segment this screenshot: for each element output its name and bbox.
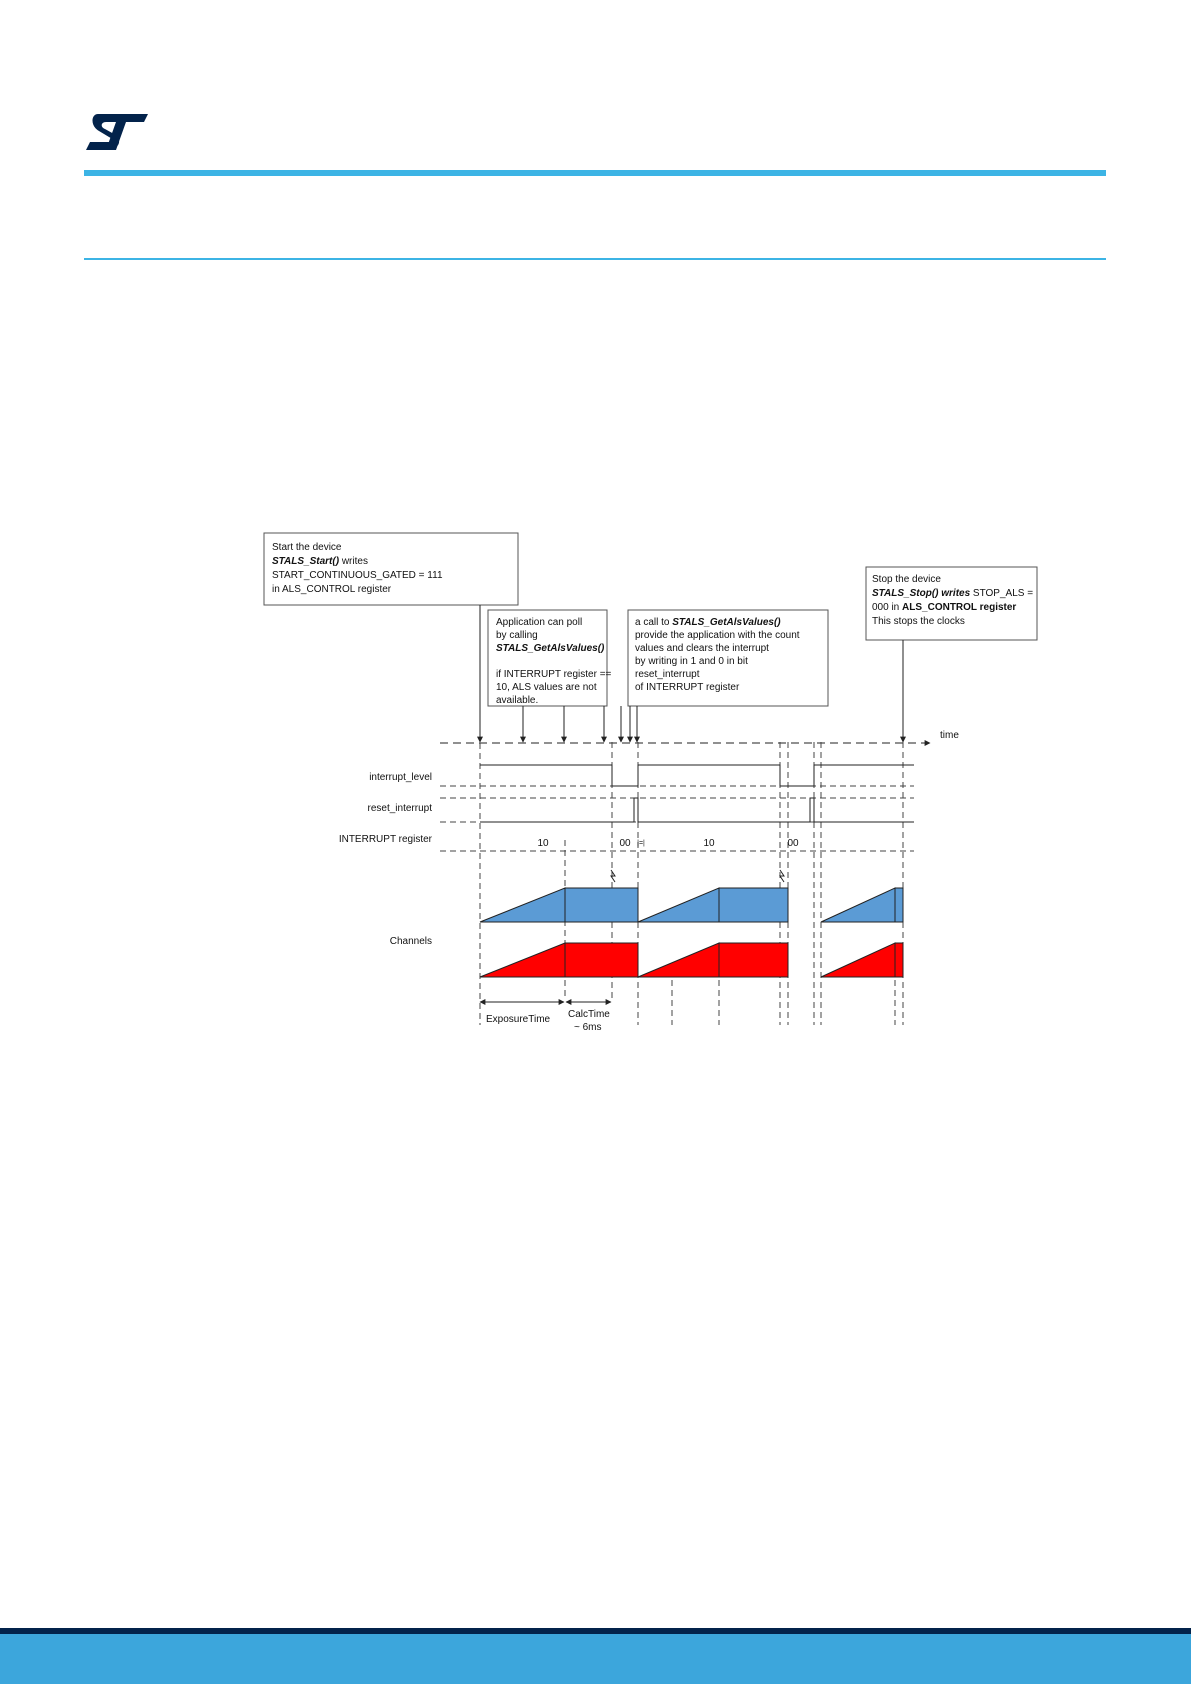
callout-call-line3: values and clears the interrupt: [635, 643, 769, 654]
interrupt-register-label: INTERRUPT register: [338, 834, 432, 845]
interrupt-level-wave: [480, 765, 914, 786]
callout-poll-line5: 10, ALS values are not: [496, 682, 597, 693]
red-ramp: [821, 943, 895, 977]
callout-call-line1-pre: a call to: [635, 617, 673, 628]
calc-time-value: ~ 6ms: [574, 1022, 602, 1033]
svg-text:STALS_Stop() writes STOP_ALS =: [872, 588, 1033, 599]
callout-stop-line2-rest: STOP_ALS =: [970, 588, 1034, 599]
reset-interrupt-wave: [480, 798, 914, 822]
callout-poll-function: STALS_GetAlsValues(): [496, 643, 605, 654]
callout-stop-line1: Stop the device: [872, 574, 941, 585]
svg-text:STALS_Start() writes: [272, 556, 368, 567]
callout-poll-line2: by calling: [496, 630, 538, 641]
callout-call-line6: of INTERRUPT register: [635, 682, 740, 693]
footer-band: [0, 1634, 1191, 1684]
callout-stop: [866, 567, 1037, 640]
calc-time-label: CalcTime: [568, 1009, 610, 1020]
blue-hold: [895, 888, 903, 922]
register-value: 10: [537, 838, 549, 849]
callout-start-line3: START_CONTINUOUS_GATED = 111: [272, 570, 443, 581]
channel-red-row: [480, 943, 903, 977]
st-logo-icon: [84, 110, 150, 154]
header-subrule: [84, 258, 1106, 260]
callout-poll-line4: if INTERRUPT register ==: [496, 669, 612, 680]
start-function-name: STALS_Start(): [272, 556, 340, 567]
callout-call-function: STALS_GetAlsValues(): [672, 617, 781, 628]
blue-ramp: [821, 888, 895, 922]
callout-call-line5: reset_interrupt: [635, 669, 700, 680]
callout-stop-line4: This stops the clocks: [872, 616, 965, 627]
callout-stop-line3-pre: 000 in: [872, 602, 903, 613]
callout-stop-register: ALS_CONTROL register: [902, 602, 1017, 613]
timing-diagram: [258, 530, 1038, 1040]
blue-ramp: [480, 888, 565, 922]
stop-function-name: STALS_Stop() writes: [872, 588, 971, 599]
callout-start-line1: Start the device: [272, 542, 342, 553]
callout-poll-line1: Application can poll: [496, 617, 583, 628]
callout-call-line4: by writing in 1 and 0 in bit: [635, 656, 748, 667]
callout-start-line2-rest: writes: [339, 556, 368, 567]
interrupt-flash-icon: [780, 870, 784, 882]
exposure-time-label: ExposureTime: [486, 1014, 551, 1025]
blue-hold: [719, 888, 788, 922]
red-ramp: [638, 943, 719, 977]
register-value: 00: [619, 838, 631, 849]
blue-hold: [565, 888, 638, 922]
channels-label: Channels: [389, 936, 432, 947]
blue-ramp: [638, 888, 719, 922]
guide-lines: [440, 786, 914, 851]
red-hold: [565, 943, 638, 977]
callout-start: [264, 533, 518, 605]
time-label: time: [940, 730, 959, 741]
register-value: 00: [787, 838, 799, 849]
red-hold: [719, 943, 788, 977]
callout-poll: [488, 610, 612, 706]
callout-start-line4: in ALS_CONTROL register: [272, 584, 392, 595]
svg-text:000 in ALS_CONTROL register: [872, 602, 1016, 613]
interrupt-flash-icon: [611, 870, 615, 882]
callout-poll-line6: available.: [496, 695, 539, 706]
register-transition-mark: |=|: [637, 840, 645, 847]
reset-interrupt-label: reset_interrupt: [367, 803, 432, 814]
red-hold: [895, 943, 903, 977]
svg-text:a call to STALS_GetAlsValues(): [635, 617, 781, 628]
interrupt-level-label: interrupt_level: [369, 772, 432, 783]
channel-blue-row: [480, 888, 903, 922]
callout-call: [628, 610, 828, 706]
register-value: 10: [703, 838, 715, 849]
callout-call-line2: provide the application with the count: [635, 630, 800, 641]
cycle-markers: [480, 742, 903, 1025]
red-ramp: [480, 943, 565, 977]
header-rule: [84, 170, 1106, 176]
